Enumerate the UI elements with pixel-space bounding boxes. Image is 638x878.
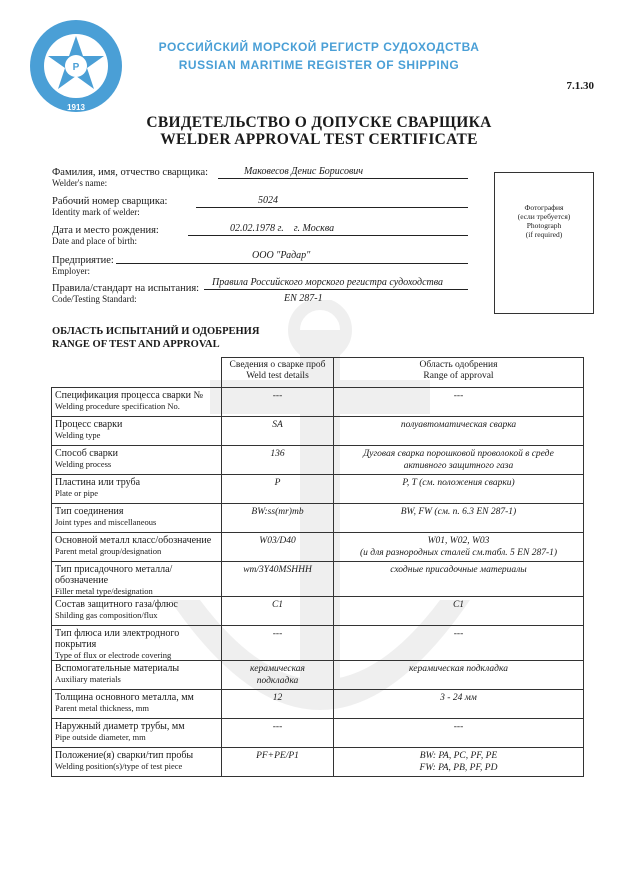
table-row	[52, 690, 584, 719]
table-row	[52, 597, 584, 626]
field-standard: Правила/стандарт на испытания: Code/Testing Standard:	[52, 283, 200, 304]
row-label-cell: Способ сварки Welding process	[52, 446, 222, 475]
row-label-cell: Основной металл класс/обозначение Parent metal group/designation	[52, 533, 222, 562]
row-range-cell: P, T (см. положения сварки)	[334, 475, 584, 504]
row-label-cell: Процесс сварки Welding type	[52, 417, 222, 446]
field-identity-mark: Рабочий номер сварщика: Identity mark of welder:	[52, 196, 168, 217]
table-row	[52, 719, 584, 748]
row-label-cell: Пластина или труба Plate or pipe	[52, 475, 222, 504]
identity-mark-value: 5024	[258, 195, 278, 206]
table-row	[52, 533, 584, 562]
org-name-ru: РОССИЙСКИЙ МОРСКОЙ РЕГИСТР СУДОХОДСТВА	[158, 40, 480, 54]
welder-name-line	[218, 178, 468, 179]
row-label-cell: Тип соединения Joint types and miscellaneous	[52, 504, 222, 533]
svg-text:1913: 1913	[67, 103, 85, 112]
row-test-cell: P	[222, 475, 334, 504]
svg-text:P: P	[72, 62, 80, 73]
row-label-cell: Положение(я) сварки/тип пробы Welding position(s)/type of test piece	[52, 748, 222, 777]
identity-mark-line	[196, 207, 468, 208]
row-test-cell: PF+PE/P1	[222, 748, 334, 777]
employer-line	[116, 263, 468, 264]
field-welder-name: Фамилия, имя, отчество сварщика: Welder's name:	[52, 167, 209, 188]
row-test-cell: 12	[222, 690, 334, 719]
table-row	[52, 661, 584, 690]
row-test-cell: ---	[222, 388, 334, 417]
table-row	[52, 388, 584, 417]
row-test-cell: BW:ss(mr)mb	[222, 504, 334, 533]
table-row	[52, 626, 584, 661]
birth-value: 02.02.1978 г. г. Москва	[230, 223, 335, 234]
row-test-cell: ---	[222, 626, 334, 661]
certificate-title-en: WELDER APPROVAL TEST CERTIFICATE	[160, 131, 478, 148]
certificate-title-ru: СВИДЕТЕЛЬСТВО О ДОПУСКЕ СВАРЩИКА	[146, 114, 492, 131]
field-birth: Дата и место рождения: Date and place of birth:	[52, 225, 159, 246]
document-code: 7.1.30	[566, 80, 594, 92]
field-employer: Предприятие: Employer:	[52, 255, 114, 276]
welder-name-value: Маковесов Денис Борисович	[244, 166, 364, 177]
row-range-cell: 3 - 24 мм	[334, 690, 584, 719]
row-label-cell: Тип флюса или электродного покрытия Type of flux or electrode covering	[52, 626, 222, 661]
table-row	[52, 504, 584, 533]
range-table	[51, 357, 584, 777]
header-range: Область одобрения Range of approval	[334, 358, 584, 388]
section-title-en: RANGE OF TEST AND APPROVAL	[52, 339, 220, 350]
row-range-cell: керамическая подкладка	[334, 661, 584, 690]
table-row	[52, 562, 584, 597]
row-range-cell: C1	[334, 597, 584, 626]
row-label-cell: Спецификация процесса сварки № Welding procedure specification No.	[52, 388, 222, 417]
row-range-cell: ---	[334, 719, 584, 748]
standard-value: Правила Российского морского регистра судоходства	[212, 277, 444, 288]
row-range-cell: ---	[334, 388, 584, 417]
row-range-cell: полуавтоматическая сварка	[334, 417, 584, 446]
employer-value: ООО "Радар"	[252, 250, 311, 261]
row-range-cell: Дуговая сварка порошковой проволокой в среде активного защитного газа	[334, 446, 584, 475]
header-weld-test: Сведения о сварке проб Weld test details	[222, 358, 334, 388]
row-range-cell: сходные присадочные материалы	[334, 562, 584, 597]
table-row	[52, 446, 584, 475]
photo-box: Фотография (если требуется) Photograph (if required)	[494, 172, 594, 314]
row-test-cell: C1	[222, 597, 334, 626]
standard-line	[204, 289, 468, 290]
row-range-cell: BW, FW (см. п. 6.3 EN 287-1)	[334, 504, 584, 533]
org-name-en: RUSSIAN MARITIME REGISTER OF SHIPPING	[178, 58, 460, 72]
row-label-cell: Вспомогательные материалы Auxiliary materials	[52, 661, 222, 690]
row-test-cell: 136	[222, 446, 334, 475]
row-range-cell: BW: PA, PC, PF, PE FW: PA, PB, PF, PD	[334, 748, 584, 777]
standard-value-2: EN 287-1	[284, 293, 323, 304]
row-range-cell: ---	[334, 626, 584, 661]
row-label-cell: Наружный диаметр трубы, мм Pipe outside diameter, mm	[52, 719, 222, 748]
table-row	[52, 475, 584, 504]
birth-line	[188, 235, 468, 236]
row-label-cell: Толщина основного металла, мм Parent metal thickness, mm	[52, 690, 222, 719]
row-label-cell: Состав защитного газа/флюс Shilding gas composition/flux	[52, 597, 222, 626]
row-test-cell: W03/D40	[222, 533, 334, 562]
row-test-cell: ---	[222, 719, 334, 748]
blank-header-cell	[52, 358, 222, 388]
table-row	[52, 417, 584, 446]
row-test-cell: wm/3Y40MSHHH	[222, 562, 334, 597]
table-row	[52, 748, 584, 777]
row-test-cell: керамическая подкладка	[222, 661, 334, 690]
row-test-cell: SA	[222, 417, 334, 446]
row-range-cell: W01, W02, W03 (и для разнородных сталей см.табл. 5 EN 287-1)	[334, 533, 584, 562]
section-title-ru: ОБЛАСТЬ ИСПЫТАНИЙ И ОДОБРЕНИЯ	[52, 326, 260, 337]
row-label-cell: Тип присадочного металла/обозначение Filler metal type/designation	[52, 562, 222, 597]
